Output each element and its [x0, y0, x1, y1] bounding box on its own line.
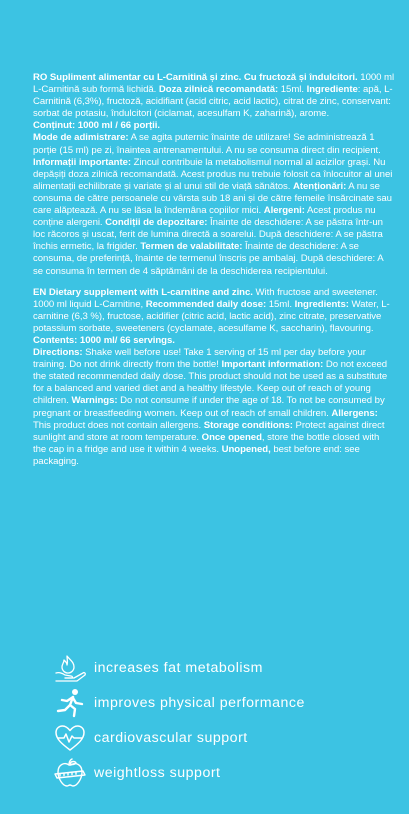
- en-directions-label: Directions:: [33, 347, 83, 359]
- ro-ingredients-label: Ingrediente: [306, 84, 358, 96]
- en-ingredients-label: Ingredients:: [294, 298, 349, 310]
- ro-content: Conținut: 1000 ml / 66 porții.: [33, 120, 160, 132]
- romanian-section: [33, 72, 395, 278]
- en-product-title: EN Dietary supplement with L-carnitine and zinc.: [33, 286, 253, 298]
- ro-validity-text: Înainte de deschidere: A se consuma, de preferință, înainte de termenul înscris pe ambalaj. După deschidere: A se consuma în termen de 4 săptămâni de la deschiderea recipientului.: [33, 241, 384, 277]
- feature-item: [52, 650, 392, 685]
- en-ingredients-text: Water, L-carnitine (6,3 %), fructose, acidifier (citric acid, lactic acid), zinc citrate, preservative potassium sorbate, sweeteners (cyclamate, acesulfame K, saccharin), flavouring.: [33, 298, 390, 334]
- ro-product-desc: 1000 ml L-Carnitină sub formă lichidă.: [33, 72, 395, 96]
- ro-allergens-text: Acest produs nu conține alergeni.: [33, 205, 376, 229]
- feature-label: increases fat metabolism: [94, 659, 263, 676]
- ro-mode-text: A se agita puternic înainte de utilizare! Se administrează 1 porție (15 ml) pe zi, înaintea antrenamentului. A nu se consuma direct din recipient.: [33, 132, 381, 156]
- apple-tape-icon: [52, 757, 88, 789]
- ro-storage-label: Condiții de depozitare:: [105, 217, 208, 229]
- feature-item: [52, 685, 392, 720]
- en-directions-text: Shake well before use! Take 1 serving of 15 ml per day before your training. Do not drink directly from the bottle!: [33, 347, 366, 371]
- en-content: Contents: 1000 ml/ 66 servings.: [33, 334, 175, 346]
- en-opened-label: Once opened: [201, 431, 262, 443]
- label-text-block: [33, 72, 395, 477]
- english-section: [33, 287, 395, 468]
- en-dose-value: 15ml.: [266, 298, 295, 310]
- ro-info-label: Informații importante:: [33, 156, 132, 168]
- feature-item: [52, 720, 392, 755]
- en-allergens-label: Allergens:: [331, 407, 378, 419]
- en-storage-label: Storage conditions:: [203, 419, 293, 431]
- en-info-text: Do not exceed the stated recommended daily dose. This product should not be used as a substitute for a balanced and varied diet and a healthy lifestyle. Keep out of reach of young children.: [33, 359, 388, 407]
- ro-dose-label: Doza zilnică recomandată:: [158, 84, 279, 96]
- runner-icon: [52, 687, 88, 719]
- ro-product-title: RO Supliment alimentar cu L-Carnitină și zinc. Cu fructoză și îndulcitori.: [33, 72, 358, 83]
- en-dose-label: Recommended daily dose:: [145, 298, 267, 310]
- en-unopened-label: Unopened,: [221, 443, 271, 455]
- en-warnings-label: Warnings:: [71, 395, 118, 407]
- ro-allergens-label: Alergeni:: [263, 205, 305, 217]
- ro-ingredients-text: : apă, L-Carnitină (6,3%), fructoză, acidifiant (acid citric, acid lactic), citrat de zinc, conservant: sorbat de potasiu, îndulcitori (ciclamat, acesulfam K, zaharină), arome.: [33, 84, 393, 120]
- en-unopened-text: best before end: see packaging.: [33, 443, 360, 467]
- ro-validity-label: Termen de valabilitate:: [140, 241, 243, 253]
- en-warnings-text: Do not consume if under the age of 18. To not be consumed by pregnant or breastfeeding women. Keep out of reach of small children.: [33, 395, 385, 419]
- ro-warnings-label: Atenționări:: [292, 180, 347, 192]
- ro-warnings-text: A nu se consuma de către persoanele cu vârsta sub 18 ani și de către femeile însărcinate sau care alăptează. A nu se lăsa la îndemâna copiilor mici.: [33, 180, 392, 217]
- heart-pulse-icon: [52, 722, 88, 754]
- ro-info-text: Zincul contribuie la metabolismul normal al acizilor grași. Nu depășiți doza zilnică recomandată. Acest produs nu trebuie folosit ca înlocuitor al unei alimentații echilibrate și variate și al unui stil de viață sănătos.: [33, 156, 393, 192]
- en-opened-text: , store the bottle closed with the cap in a fridge and use it within 4 weeks.: [33, 431, 380, 455]
- ro-storage-text: Înainte de deschidere: A se păstra într-un loc răcoros și uscat, ferit de lumina directă a soarelui. După deschidere: A se păstra închis ermetic, la frigider.: [33, 217, 383, 253]
- feature-label: improves physical performance: [94, 694, 305, 711]
- ro-dose-value: 15ml.: [278, 84, 307, 96]
- en-product-desc: With fructose and sweetener. 1000 ml liquid L-Carnitine,: [33, 286, 378, 310]
- feature-item: [52, 755, 392, 790]
- en-allergens-text: This product does not contain allergens.: [33, 419, 204, 431]
- flame-hand-icon: [52, 652, 88, 684]
- feature-list: [52, 650, 392, 790]
- en-info-label: Important information:: [221, 359, 324, 371]
- ro-mode-label: Mode de adimistrare:: [33, 132, 129, 144]
- en-storage-text: Protect against direct sunlight and store at room temperature.: [33, 419, 385, 443]
- feature-label: cardiovascular support: [94, 729, 248, 746]
- feature-label: weightloss support: [94, 764, 221, 781]
